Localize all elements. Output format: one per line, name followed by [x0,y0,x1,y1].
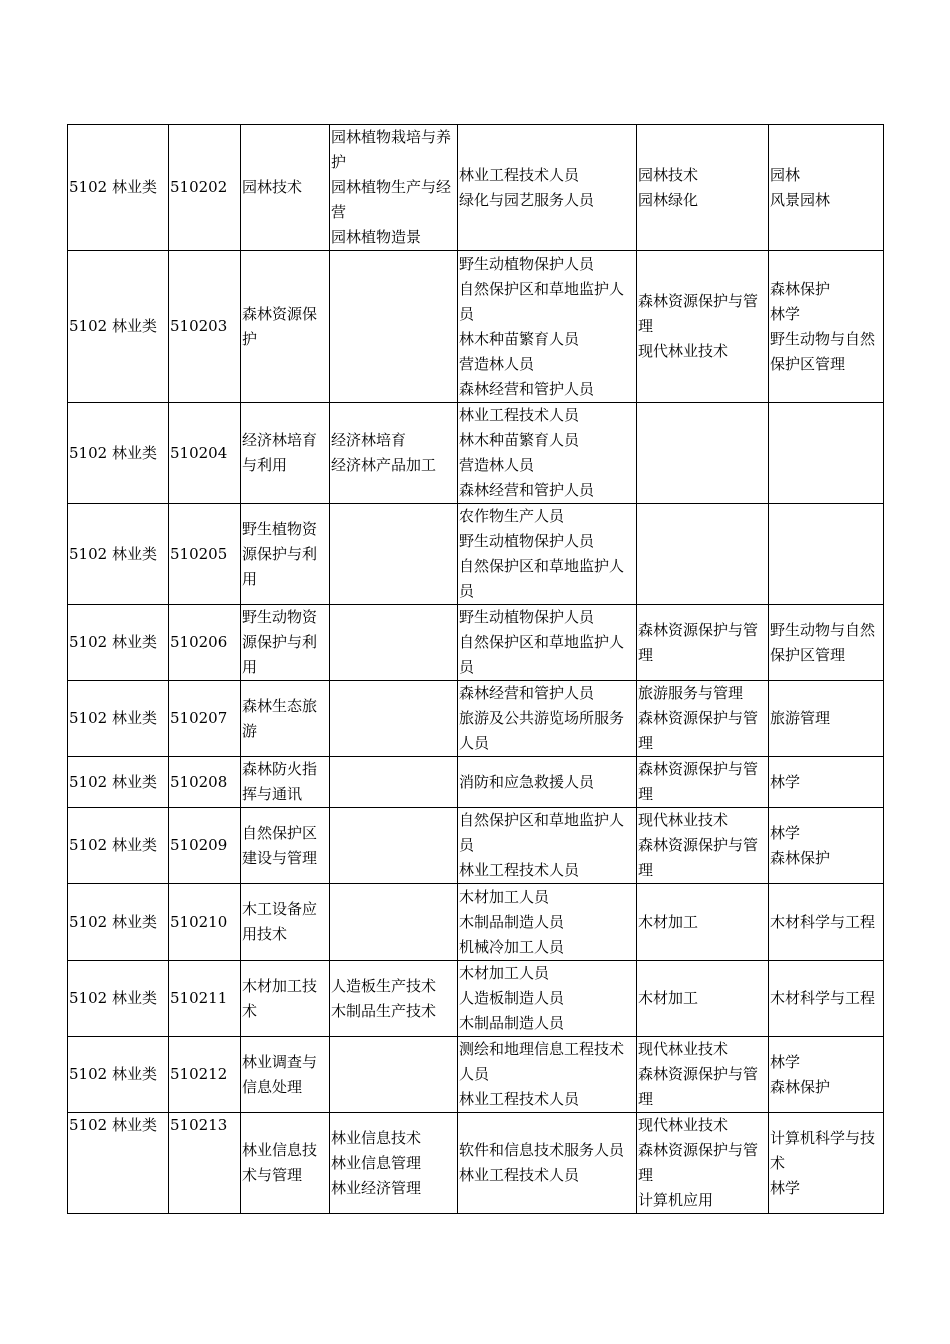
occupation-item: 林木种苗繁育人员 [459,329,580,348]
major-name-cell: 森林资源保护 [241,251,330,403]
major-name-cell: 经济林培育与利用 [241,403,330,504]
secondary-major-item: 森林资源保护与管理 [638,1065,759,1108]
occupation-cell [458,251,637,403]
occupation-item: 野生动植物保护人员 [459,254,595,273]
undergrad-major-cell [769,1037,884,1113]
occupation-cell [458,808,637,884]
direction-cell [330,1113,458,1214]
undergrad-major-item: 林学 [770,1052,801,1071]
table-row [68,884,884,961]
occupation-item: 森林经营和管护人员 [459,684,595,702]
occupation-item: 木材加工人员 [459,964,550,982]
undergrad-major-cell [769,605,884,681]
code-cell: 510202 [169,125,241,251]
secondary-major-cell [637,1037,769,1113]
major-name-cell: 森林防火指挥与通讯 [241,757,330,808]
code-cell: 510205 [169,504,241,605]
undergrad-major-item: 野生动物与自然保护区管理 [770,329,876,373]
undergrad-major-cell [769,808,884,884]
category-cell: 5102 林业类 [68,125,169,251]
occupation-item: 自然保护区和草地监护人员 [459,557,625,600]
category-cell: 5102 林业类 [68,961,169,1037]
secondary-major-item: 现代林业技术 [638,811,729,829]
undergrad-major-item: 林学 [770,1178,801,1197]
category-cell: 5102 林业类 [68,403,169,504]
undergrad-major-item: 园林 [770,165,801,184]
code-cell: 510208 [169,757,241,808]
occupation-item: 人造板制造人员 [459,989,565,1007]
undergrad-major-cell [769,884,884,961]
undergrad-major-item: 森林保护 [770,279,831,298]
occupation-item: 野生动植物保护人员 [459,608,595,626]
direction-item: 园林植物造景 [331,228,422,246]
occupation-item: 自然保护区和草地监护人员 [459,279,625,323]
direction-cell [330,808,458,884]
occupation-item: 农作物生产人员 [459,507,565,525]
occupation-item: 林业工程技术人员 [459,861,580,879]
occupation-cell [458,125,637,251]
secondary-major-item: 森林资源保护与管理 [638,1141,759,1184]
direction-item: 林业信息技术 [331,1128,422,1147]
category-cell: 5102 林业类 [68,605,169,681]
major-name-cell: 木材加工技术 [241,961,330,1037]
major-name-cell: 野生植物资源保护与利用 [241,504,330,605]
secondary-major-cell [637,1113,769,1214]
undergrad-major-item: 风景园林 [770,190,831,209]
undergrad-major-cell [769,403,884,504]
table-row [68,808,884,884]
direction-cell [330,605,458,681]
table-row [68,681,884,757]
occupation-cell [458,961,637,1037]
direction-cell [330,504,458,605]
direction-item: 经济林产品加工 [331,456,437,474]
secondary-major-item: 森林资源保护与管理 [638,709,759,752]
occupation-item: 机械冷加工人员 [459,937,565,956]
category-cell: 5102 林业类 [68,757,169,808]
secondary-major-item: 森林资源保护与管理 [638,760,759,803]
occupation-cell [458,1037,637,1113]
code-cell: 510207 [169,681,241,757]
code-cell: 510206 [169,605,241,681]
secondary-major-cell [637,808,769,884]
secondary-major-item: 森林资源保护与管理 [638,292,759,335]
occupation-item: 林业工程技术人员 [459,165,580,184]
category-cell: 5102 林业类 [68,1037,169,1113]
direction-item: 林业信息管理 [331,1153,422,1172]
secondary-major-item: 园林绿化 [638,190,699,209]
undergrad-major-cell [769,1113,884,1214]
occupation-item: 林业工程技术人员 [459,406,580,424]
major-name-cell: 森林生态旅游 [241,681,330,757]
table-row [68,504,884,605]
occupation-item: 木材加工人员 [459,887,550,906]
undergrad-major-cell [769,504,884,605]
secondary-major-item: 木材加工 [638,912,699,931]
direction-item: 人造板生产技术 [331,976,437,995]
secondary-major-cell [637,961,769,1037]
occupation-item: 测绘和地理信息工程技术人员 [459,1040,625,1083]
secondary-major-item: 森林资源保护与管理 [638,836,759,879]
major-name-cell: 野生动物资源保护与利用 [241,605,330,681]
undergrad-major-cell [769,251,884,403]
occupation-item: 木制品制造人员 [459,1014,565,1032]
occupation-item: 森林经营和管护人员 [459,481,595,499]
category-cell: 5102 林业类 [68,504,169,605]
table-row [68,1113,884,1214]
occupation-cell [458,757,637,808]
occupation-cell [458,605,637,681]
major-name-cell: 自然保护区建设与管理 [241,808,330,884]
direction-item: 园林植物栽培与养护 [331,128,452,171]
category-cell: 5102 林业类 [68,808,169,884]
secondary-major-item: 计算机应用 [638,1191,714,1209]
direction-cell [330,961,458,1037]
category-cell: 5102 林业类 [68,884,169,961]
occupation-item: 软件和信息技术服务人员 [459,1141,625,1159]
undergrad-major-item: 林学 [770,823,801,842]
occupation-cell [458,504,637,605]
major-catalog-table [67,124,884,1214]
undergrad-major-cell [769,757,884,808]
undergrad-major-item: 旅游管理 [770,709,831,727]
occupation-item: 森林经营和管护人员 [459,379,595,398]
secondary-major-item: 旅游服务与管理 [638,684,744,702]
occupation-item: 自然保护区和草地监护人员 [459,633,625,676]
secondary-major-cell [637,681,769,757]
major-name-cell: 林业信息技术与管理 [241,1113,330,1214]
table-row [68,757,884,808]
undergrad-major-cell [769,961,884,1037]
secondary-major-item: 森林资源保护与管理 [638,620,759,664]
secondary-major-item: 现代林业技术 [638,1040,729,1058]
occupation-item: 野生动植物保护人员 [459,532,595,550]
secondary-major-cell [637,403,769,504]
occupation-cell [458,403,637,504]
occupation-item: 绿化与园艺服务人员 [459,190,595,209]
table-row [68,403,884,504]
code-cell: 510203 [169,251,241,403]
undergrad-major-cell [769,125,884,251]
undergrad-major-item: 木材科学与工程 [770,989,876,1007]
major-name-cell: 园林技术 [241,125,330,251]
occupation-item: 林业工程技术人员 [459,1166,580,1184]
direction-cell [330,757,458,808]
occupation-item: 消防和应急救援人员 [459,772,595,791]
undergrad-major-item: 木材科学与工程 [770,912,876,931]
occupation-item: 林木种苗繁育人员 [459,431,580,449]
direction-item: 园林植物生产与经营 [331,178,452,221]
occupation-cell [458,884,637,961]
secondary-major-cell [637,251,769,403]
code-cell: 510204 [169,403,241,504]
occupation-item: 自然保护区和草地监护人员 [459,811,625,854]
direction-cell [330,884,458,961]
secondary-major-item: 现代林业技术 [638,342,729,360]
table-row [68,1037,884,1113]
undergrad-major-cell [769,681,884,757]
undergrad-major-item: 森林保护 [770,1077,831,1096]
table-row [68,251,884,403]
secondary-major-cell [637,504,769,605]
direction-cell [330,251,458,403]
code-cell: 510213 [169,1113,241,1214]
occupation-cell [458,1113,637,1214]
direction-cell [330,681,458,757]
category-cell: 5102 林业类 [68,251,169,403]
table-body [68,125,884,1214]
category-cell: 5102 林业类 [68,681,169,757]
direction-item: 木制品生产技术 [331,1001,437,1020]
secondary-major-cell [637,605,769,681]
occupation-item: 营造林人员 [459,456,535,474]
table-row [68,605,884,681]
undergrad-major-item: 林学 [770,304,801,323]
category-cell: 5102 林业类 [68,1113,169,1214]
direction-cell [330,403,458,504]
direction-item: 林业经济管理 [331,1178,422,1197]
secondary-major-item: 现代林业技术 [638,1116,729,1134]
major-name-cell: 林业调查与信息处理 [241,1037,330,1113]
undergrad-major-item: 野生动物与自然保护区管理 [770,620,876,664]
undergrad-major-item: 计算机科学与技术 [770,1128,876,1172]
secondary-major-cell [637,125,769,251]
table-row [68,125,884,251]
major-name-cell: 木工设备应用技术 [241,884,330,961]
code-cell: 510211 [169,961,241,1037]
direction-cell [330,1037,458,1113]
occupation-item: 木制品制造人员 [459,912,565,931]
code-cell: 510212 [169,1037,241,1113]
direction-item: 经济林培育 [331,431,407,449]
occupation-item: 旅游及公共游览场所服务人员 [459,709,625,752]
direction-cell [330,125,458,251]
occupation-item: 林业工程技术人员 [459,1090,580,1108]
occupation-cell [458,681,637,757]
undergrad-major-item: 林学 [770,772,801,791]
code-cell: 510209 [169,808,241,884]
secondary-major-item: 木材加工 [638,989,699,1007]
occupation-item: 营造林人员 [459,354,535,373]
secondary-major-cell [637,884,769,961]
secondary-major-item: 园林技术 [638,165,699,184]
table-row [68,961,884,1037]
code-cell: 510210 [169,884,241,961]
undergrad-major-item: 森林保护 [770,848,831,867]
secondary-major-cell [637,757,769,808]
